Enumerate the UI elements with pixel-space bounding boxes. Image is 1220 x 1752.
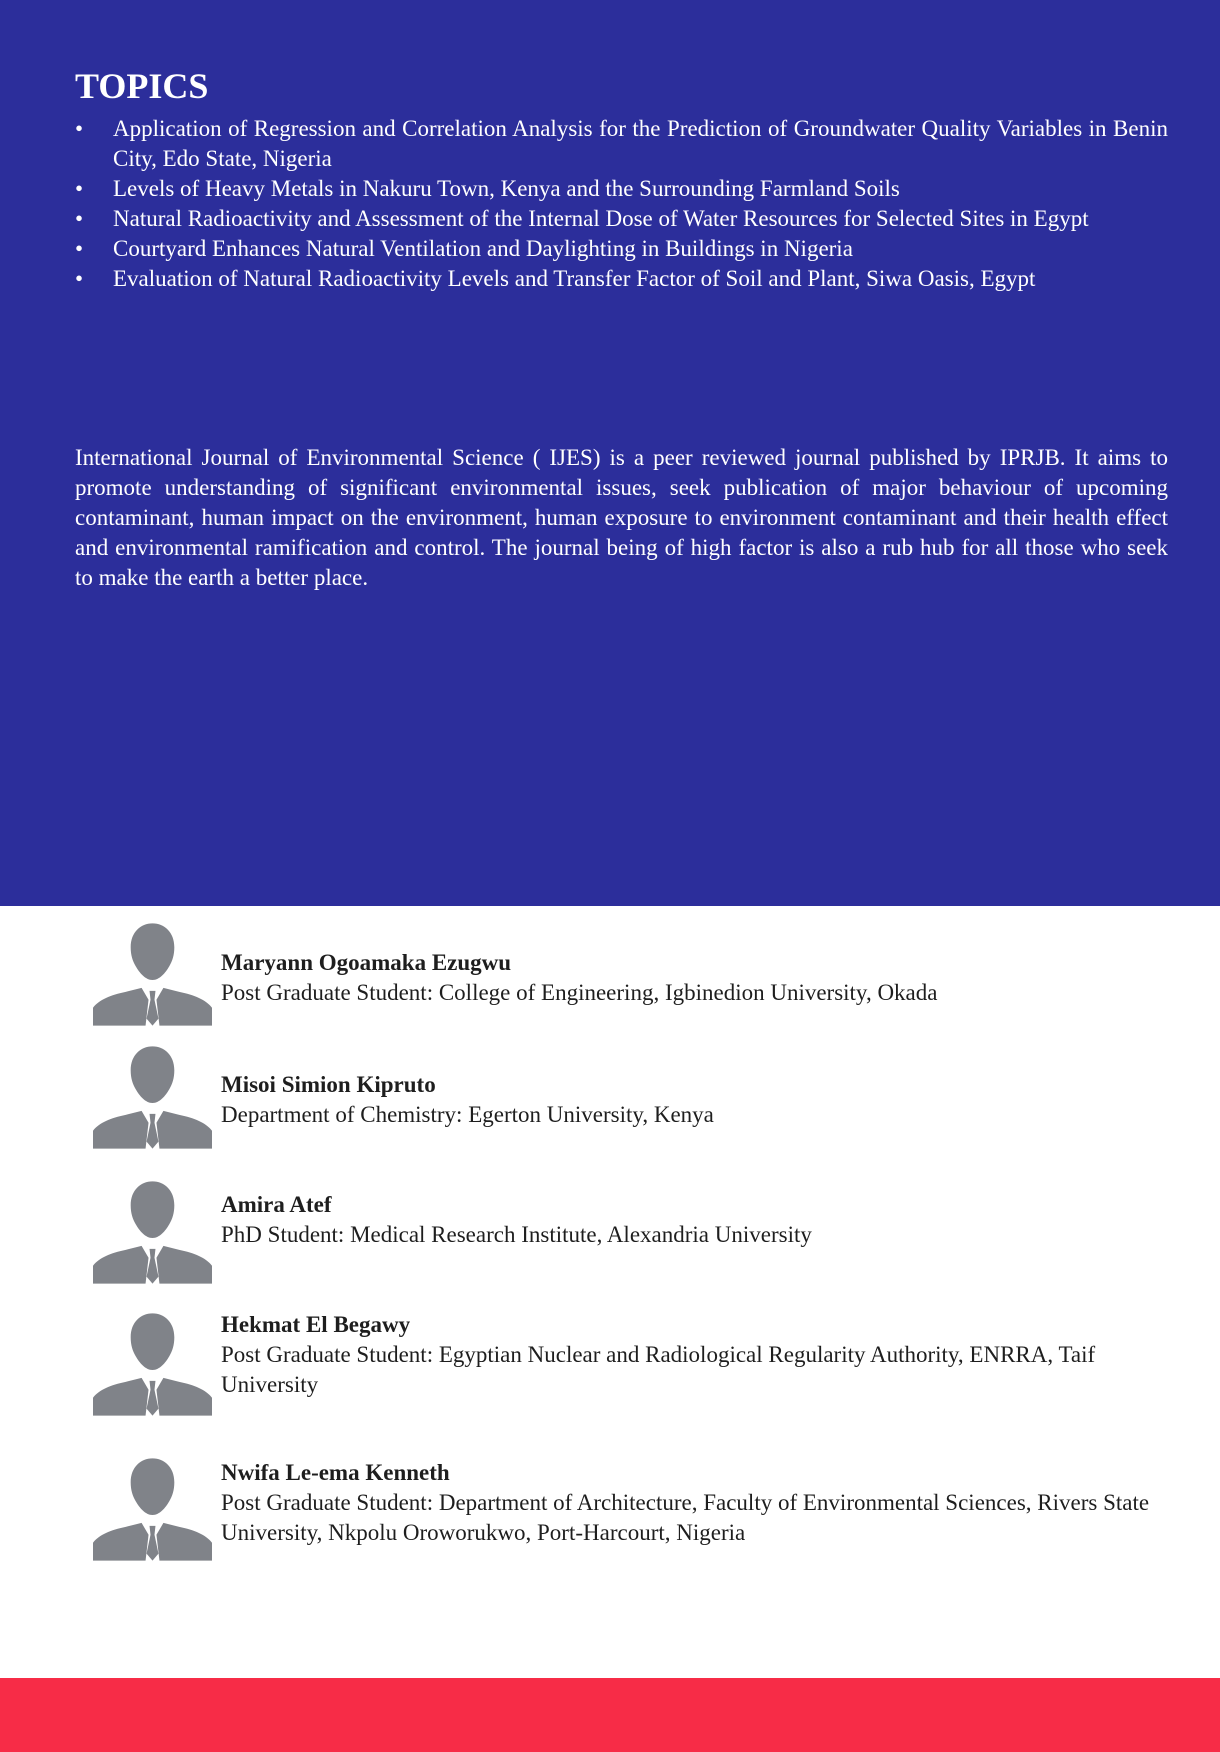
author-entry [93,1045,1173,1155]
author-entry [93,1457,1173,1567]
author-details [221,1458,1171,1548]
footer-bar [0,1678,1220,1752]
topics-heading: TOPICS [75,66,209,106]
author-affiliation: Post Graduate Student: College of Engineering, Igbinedion University, Okada [221,980,938,1005]
topic-item [75,174,1168,204]
author-name: Nwifa Le-ema Kenneth [221,1460,450,1485]
author-details [221,1190,1171,1250]
author-name: Misoi Simion Kipruto [221,1072,436,1097]
journal-description: International Journal of Environmental Science ( IJES) is a peer reviewed journal published by IPRJB. It aims to promote understanding of significant environmental issues, seek publication of major behaviour of upcoming contaminant, human impact on the environment, human exposure to environment contaminant and their health effect and environmental ramification and control. The journal being of high factor is also a rub hub for all those who seek to make the earth a better place. [75,445,1168,590]
author-entry [93,1312,1173,1422]
topic-text: Evaluation of Natural Radioactivity Levels and Transfer Factor of Soil and Plant, Siwa Oasis, Egypt [113,266,1036,291]
person-silhouette-icon [93,1312,212,1416]
author-name: Amira Atef [221,1192,332,1217]
topics-list [75,114,1168,294]
person-silhouette-icon [93,922,212,1026]
topic-text: Courtyard Enhances Natural Ventilation and Daylighting in Buildings in Nigeria [113,236,853,261]
topic-item [75,204,1168,234]
person-silhouette-icon [93,1180,212,1284]
topic-text: Levels of Heavy Metals in Nakuru Town, Kenya and the Surrounding Farmland Soils [113,176,900,201]
bullet-icon: • [75,266,84,291]
author-name: Maryann Ogoamaka Ezugwu [221,950,512,975]
author-details [221,1070,1171,1130]
author-entry [93,922,1173,1032]
topic-text: Application of Regression and Correlation Analysis for the Prediction of Groundwater Quality Variables in Benin City, Edo State, Nigeria [113,116,1168,171]
author-affiliation: Post Graduate Student: Egyptian Nuclear and Radiological Regularity Authority, ENRRA, Taif University [221,1342,1096,1397]
bullet-icon: • [75,206,84,231]
topic-item [75,114,1168,174]
author-affiliation: Post Graduate Student: Department of Architecture, Faculty of Environmental Sciences, Rivers State University, Nkpolu Oroworukwo, Port-Harcourt, Nigeria [221,1490,1150,1545]
bullet-icon: • [75,176,84,201]
bullet-icon: • [75,236,84,261]
author-affiliation: PhD Student: Medical Research Institute, Alexandria University [221,1222,812,1247]
person-silhouette-icon [93,1457,212,1561]
topic-text: Natural Radioactivity and Assessment of the Internal Dose of Water Resources for Selected Sites in Egypt [113,206,1089,231]
author-details [221,948,1171,1008]
author-name: Hekmat El Begawy [221,1312,411,1337]
topic-item [75,234,1168,264]
topic-item [75,264,1168,294]
author-details [221,1310,1171,1400]
person-silhouette-icon [93,1045,212,1149]
author-entry [93,1180,1173,1290]
bullet-icon: • [75,116,84,141]
author-affiliation: Department of Chemistry: Egerton University, Kenya [221,1102,714,1127]
